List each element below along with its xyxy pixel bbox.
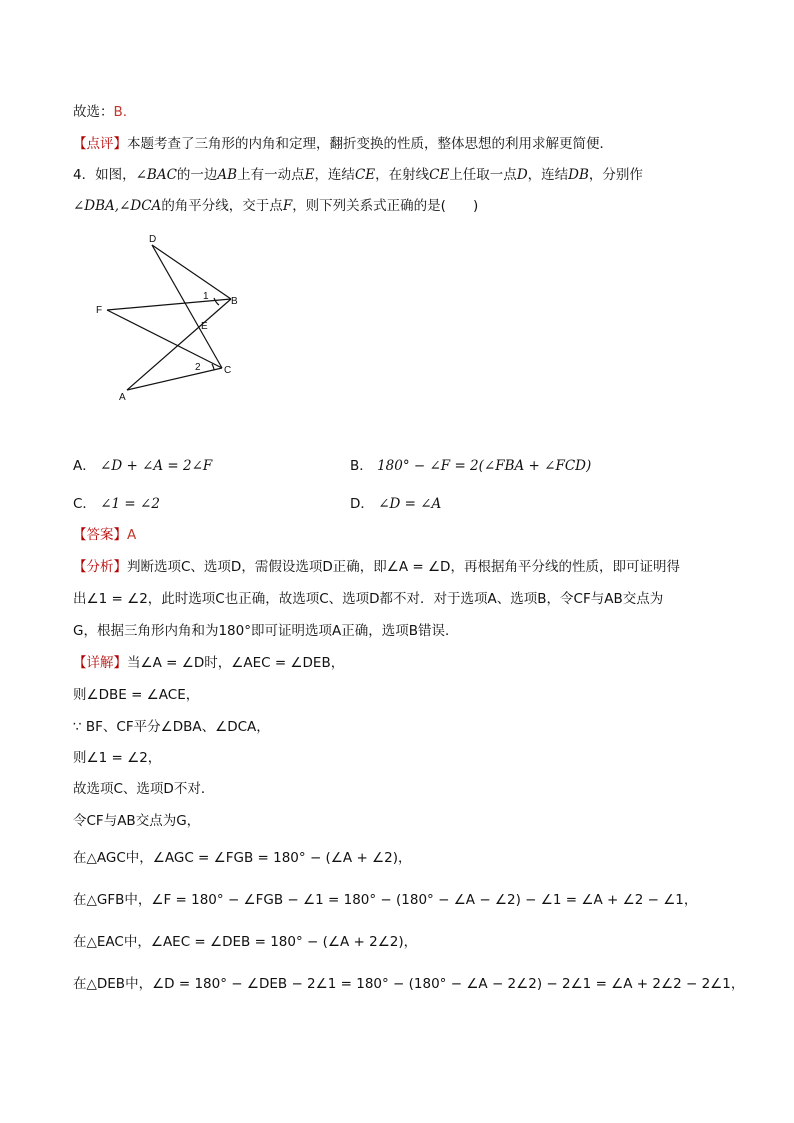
- segment-FB: [107, 299, 231, 310]
- detail-line-2: [73, 685, 199, 705]
- option-b-text: 180° − ∠F = 2(∠FBA + ∠FCD): [377, 458, 592, 474]
- choice-prefix: 故选：: [73, 104, 114, 120]
- analysis-text-3: G，根据三角形内角和为180°即可证明选项A正确，选项B错误．: [73, 623, 459, 639]
- option-c-label: C．: [73, 496, 96, 512]
- segment-AB: [127, 299, 231, 390]
- q-text: 上任取一点: [449, 167, 517, 183]
- analysis-line-3: [73, 621, 458, 641]
- detail-text: 在△GFB中，∠F = 180° − ∠FGB − ∠1 = 180° − (180° − ∠A − ∠2) − ∠1 = ∠A + ∠2 − ∠1，: [73, 892, 698, 908]
- option-a-label: A．: [73, 458, 96, 474]
- option-d-label: D．: [350, 496, 374, 512]
- detail-text: 在△EAC中，∠AEC = ∠DEB = 180° − (∠A + 2∠2)，: [73, 934, 418, 950]
- label-E: E: [201, 321, 208, 332]
- detail-text: 在△AGC中，∠AGC = ∠FGB = 180° − (∠A + ∠2)，: [73, 850, 412, 866]
- analysis-text-2: 出∠1 = ∠2，此时选项C也正确，故选项C、选项D都不对．对于选项A、选项B，令CF与AB交点为: [73, 591, 664, 607]
- detail-tag: 【详解】: [73, 655, 127, 671]
- label-F: F: [96, 305, 103, 316]
- detail-line-9: [73, 932, 417, 952]
- q-text: ，连结: [314, 167, 355, 183]
- answer-line: [73, 525, 136, 545]
- q-math: CE: [429, 167, 450, 183]
- prev-comment-line: [73, 134, 613, 154]
- comment-tag: 【点评】: [73, 136, 127, 152]
- detail-line-8: [73, 890, 697, 910]
- q-math: AB: [217, 167, 238, 183]
- q-text: ，则下列关系式正确的是( ): [292, 198, 479, 214]
- question-line-1: [73, 165, 643, 185]
- analysis-text-1: 判断选项C、选项D，需假设选项D正确，即∠A = ∠D，再根据角平分线的性质，即可证明得: [127, 559, 680, 575]
- detail-line-5: [73, 779, 214, 799]
- option-b[interactable]: [350, 456, 591, 476]
- q-text: 上有一动点: [237, 167, 305, 183]
- q-math: ∠BAC: [135, 167, 177, 183]
- option-d-text: ∠D = ∠A: [378, 496, 442, 512]
- option-a-text: ∠D + ∠A = 2∠F: [100, 458, 213, 474]
- angle-2-arc: [212, 364, 214, 370]
- segment-DB: [152, 245, 231, 299]
- detail-text: 故选项C、选项D不对．: [73, 781, 215, 797]
- segment-DC: [152, 245, 222, 368]
- detail-text: ∵ BF、CF平分∠DBA、∠DCA，: [73, 719, 270, 735]
- q-text: ，分别作: [588, 167, 643, 183]
- answer-tag: 【答案】: [73, 527, 127, 543]
- detail-text: 当∠A = ∠D时，∠AEC = ∠DEB，: [127, 655, 345, 671]
- option-a[interactable]: [73, 456, 212, 476]
- q-text: 如图，: [95, 167, 136, 183]
- analysis-line-1: [73, 557, 680, 577]
- angle-1-arc: [214, 298, 219, 305]
- label-C: C: [224, 365, 232, 376]
- detail-line-6: [73, 811, 200, 831]
- q-text: 的一边: [176, 167, 218, 183]
- label-angle-1: 1: [203, 291, 209, 302]
- q-math: D: [516, 167, 528, 183]
- q-math: CE: [354, 167, 376, 183]
- detail-line-3: [73, 717, 270, 737]
- q-text: ，连结: [527, 167, 569, 183]
- q-text: ，在射线: [375, 167, 430, 183]
- comment-text: 本题考查了三角形的内角和定理，翻折变换的性质，整体思想的利用求解更简便．: [127, 136, 613, 152]
- detail-text: 则∠1 = ∠2，: [73, 750, 162, 766]
- option-d[interactable]: [350, 494, 441, 514]
- detail-line-10: [73, 974, 744, 994]
- q-math: E: [304, 167, 315, 183]
- q-math: ∠DBA,∠DCA: [73, 198, 162, 214]
- geometry-figure: [88, 228, 258, 408]
- detail-text: 则∠DBE = ∠ACE，: [73, 687, 200, 703]
- option-c[interactable]: [73, 494, 160, 514]
- question-number: 4．: [73, 167, 96, 183]
- label-A: A: [119, 392, 126, 403]
- option-b-label: B．: [350, 458, 373, 474]
- detail-line-1: [73, 653, 344, 673]
- label-B: B: [231, 296, 238, 307]
- segment-FC: [107, 310, 222, 368]
- detail-text: 在△DEB中，∠D = 180° − ∠DEB − 2∠1 = 180° − (180° − ∠A − 2∠2) − 2∠1 = ∠A + 2∠2 − 2∠1，: [73, 976, 745, 992]
- analysis-line-2: [73, 589, 663, 609]
- detail-text: 令CF与AB交点为G，: [73, 813, 201, 829]
- q-math: F: [282, 198, 293, 214]
- label-D: D: [149, 234, 157, 245]
- q-math: DB: [568, 167, 589, 183]
- choice-value: B．: [113, 104, 137, 120]
- prev-choice-line: [73, 102, 136, 122]
- segment-AC: [127, 368, 222, 390]
- question-line-2: [73, 196, 478, 216]
- analysis-tag: 【分析】: [73, 559, 127, 575]
- answer-value: A: [127, 527, 137, 543]
- detail-line-4: [73, 748, 161, 768]
- option-c-text: ∠1 = ∠2: [100, 496, 160, 512]
- q-text: 的角平分线，交于点: [161, 198, 283, 214]
- detail-line-7: [73, 848, 412, 868]
- label-angle-2: 2: [195, 362, 201, 373]
